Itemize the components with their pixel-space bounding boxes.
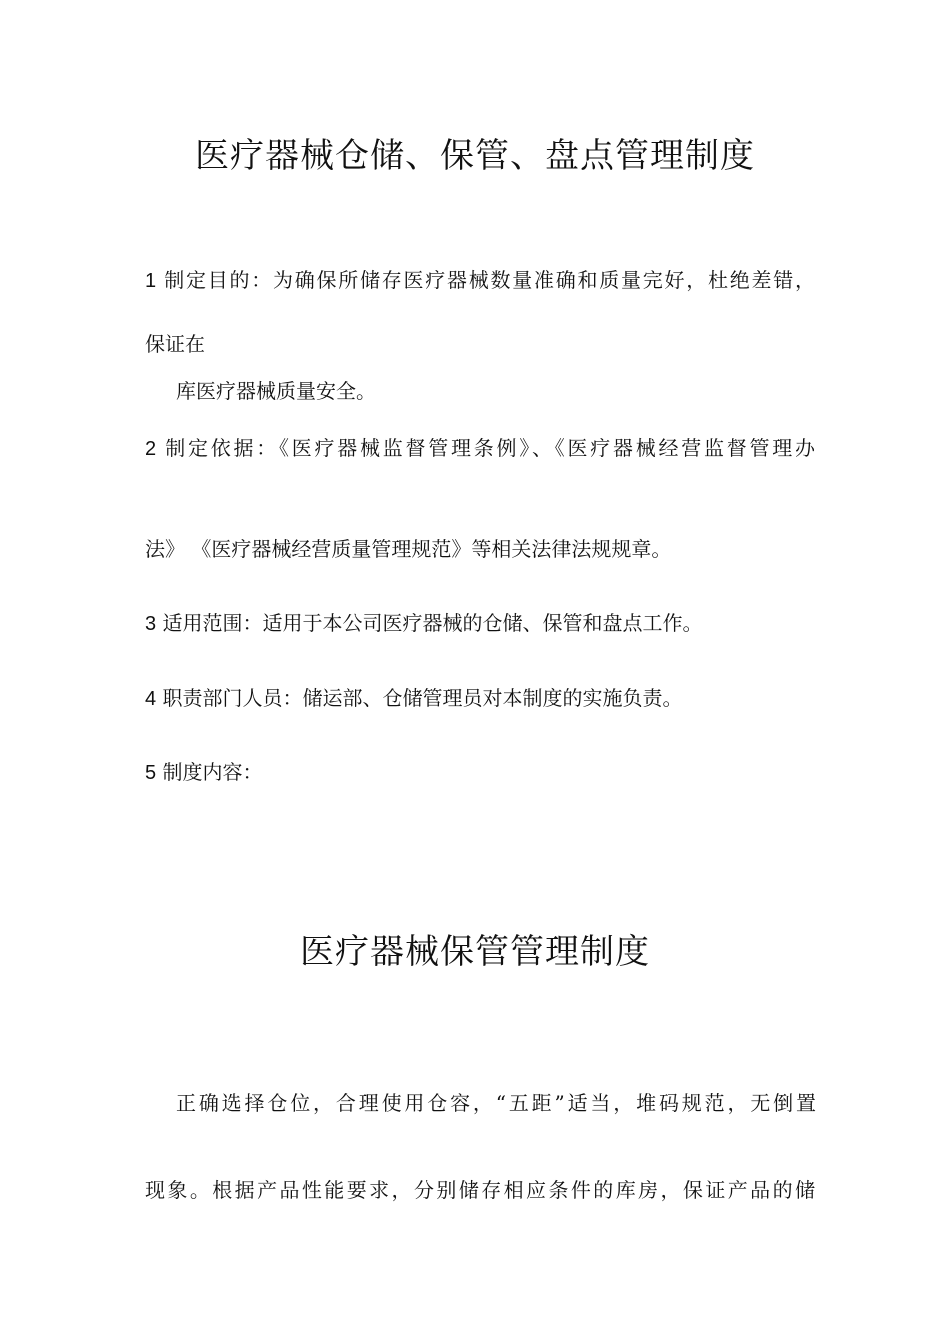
section-3-text: 适用范围：适用于本公司医疗器械的仓储、保管和盘点工作。 bbox=[162, 611, 703, 635]
section-1-line-2: 保证在 bbox=[145, 332, 205, 356]
section-3-number: 3 bbox=[145, 613, 157, 635]
section-4-number: 4 bbox=[145, 688, 157, 710]
section-2-text: 制定依据：《医疗器械监督管理条例》、《医疗器械经营监督管理办 bbox=[165, 436, 815, 460]
section-4-line-1 bbox=[145, 684, 815, 713]
subsection-title: 医疗器械保管管理制度 bbox=[300, 932, 650, 972]
section-5-text: 制度内容： bbox=[162, 760, 263, 784]
body-line-1: 正确选择仓位，合理使用仓容，“五距”适当，堆码规范，无倒置 bbox=[176, 1091, 816, 1115]
section-1-text: 制定目的：为确保所储存医疗器械数量准确和质量完好，杜绝差错， bbox=[164, 268, 815, 292]
section-2-line-1 bbox=[145, 434, 815, 463]
section-4-text: 职责部门人员：储运部、仓储管理员对本制度的实施负责。 bbox=[162, 686, 683, 710]
section-2-line-2: 法》 《医疗器械经营质量管理规范》等相关法律法规规章。 bbox=[145, 537, 672, 561]
document-title: 医疗器械仓储、保管、盘点管理制度 bbox=[195, 136, 755, 176]
section-1-line-3: 库医疗器械质量安全。 bbox=[176, 379, 376, 403]
body-line-2: 现象。根据产品性能要求，分别储存相应条件的库房，保证产品的储 bbox=[145, 1178, 815, 1202]
section-5-line-1 bbox=[145, 758, 815, 787]
section-2-number: 2 bbox=[145, 438, 157, 460]
section-1-line-1 bbox=[145, 266, 815, 295]
section-5-number: 5 bbox=[145, 762, 157, 784]
section-1-number: 1 bbox=[145, 270, 157, 292]
section-3-line-1 bbox=[145, 609, 815, 638]
